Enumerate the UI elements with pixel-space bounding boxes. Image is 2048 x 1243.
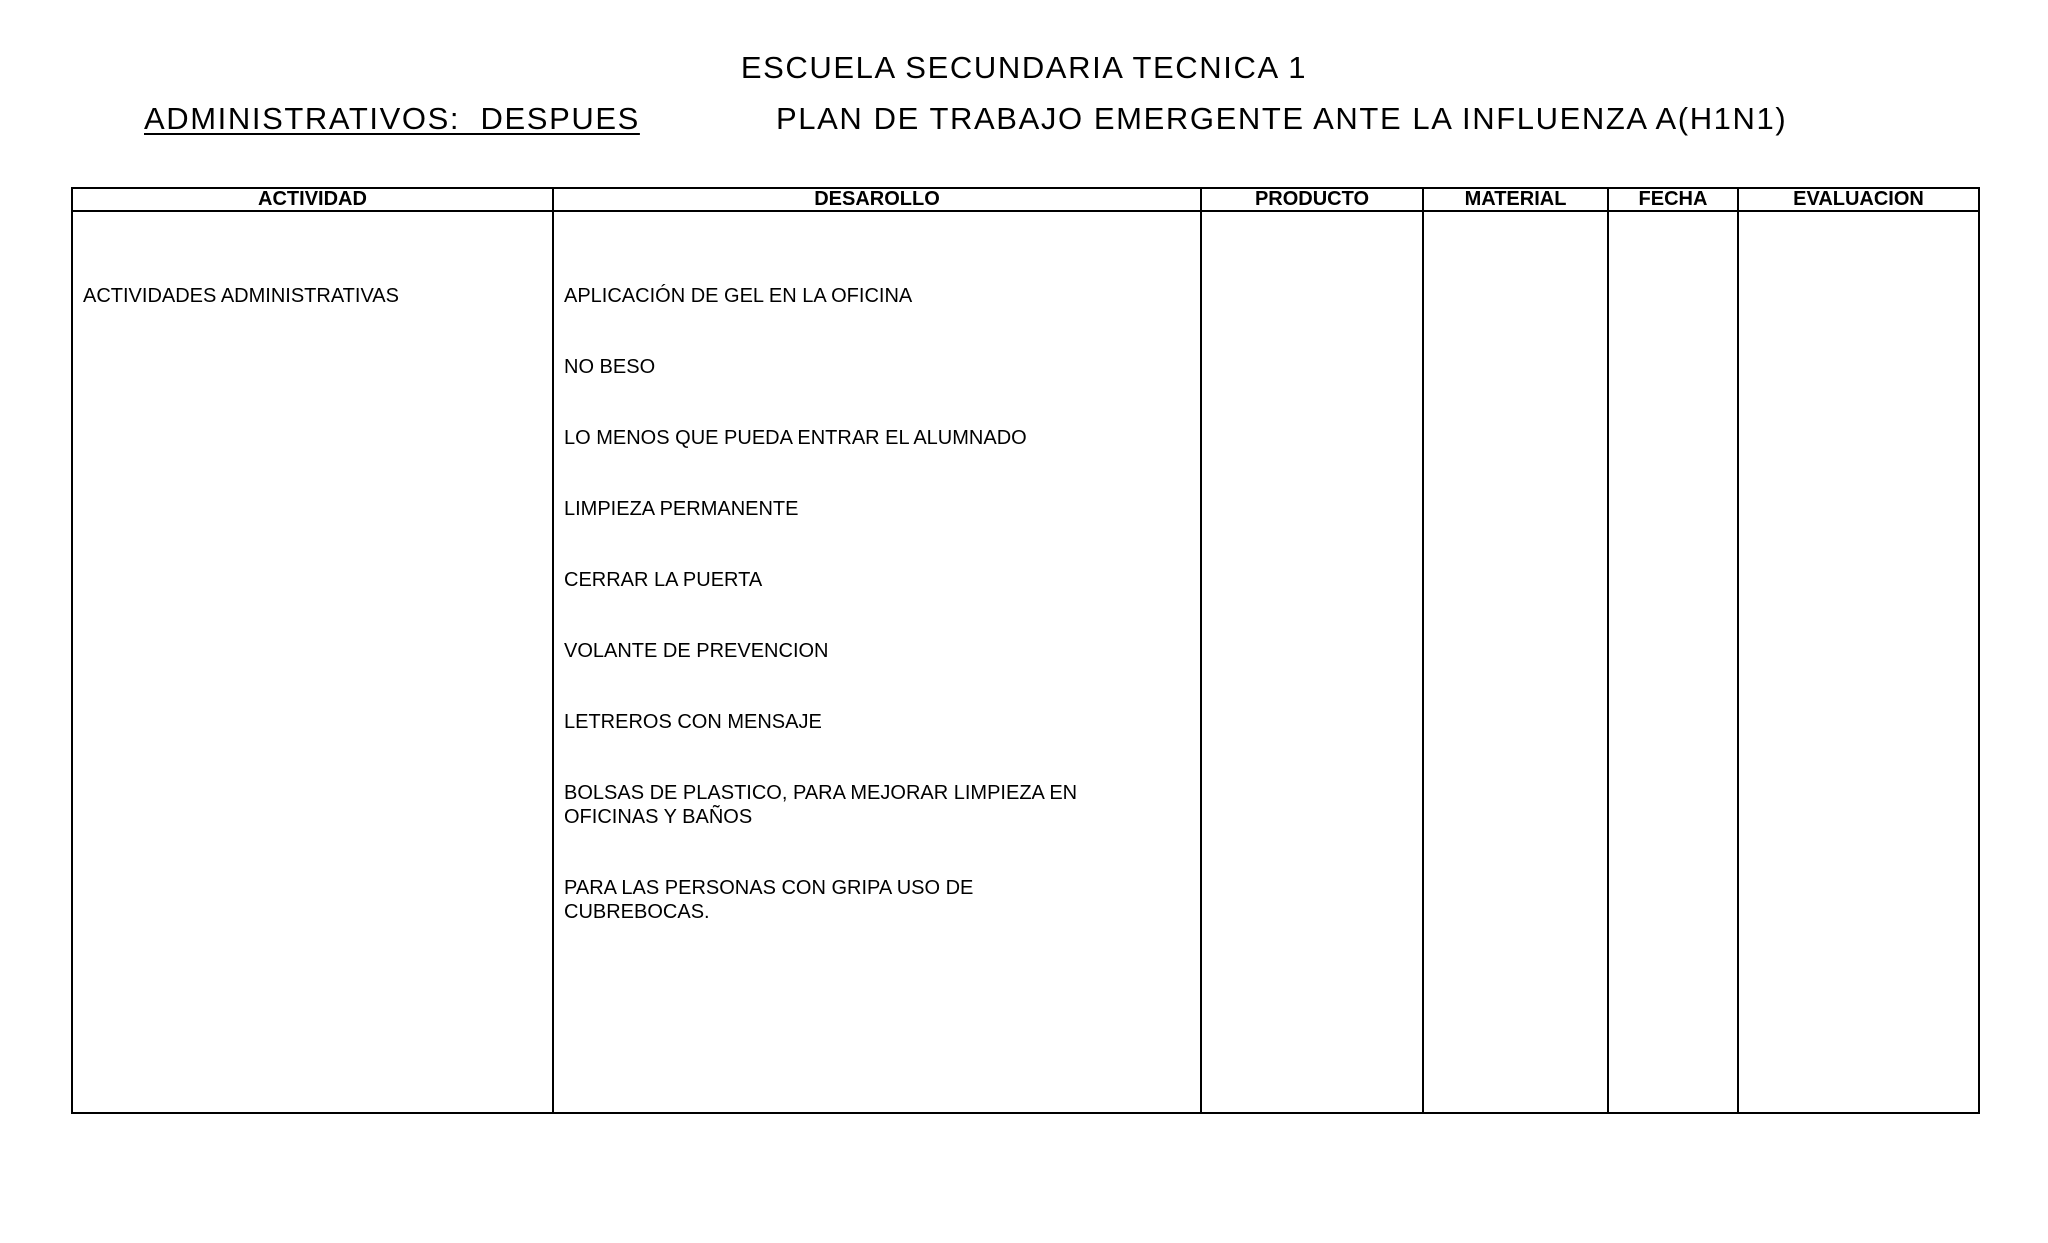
work-plan-table	[71, 187, 1980, 1114]
column-header-material: MATERIAL	[1423, 188, 1608, 211]
desarollo-item: LO MENOS QUE PUEDA ENTRAR EL ALUMNADO	[564, 427, 1027, 449]
desarollo-item: BOLSAS DE PLASTICO, PARA MEJORAR LIMPIEZA EN OFICINAS Y BAÑOS	[564, 782, 1078, 828]
column-header-fecha: FECHA	[1608, 188, 1738, 211]
desarollo-item: VOLANTE DE PREVENCION	[564, 640, 829, 662]
desarollo-item: NO BESO	[564, 356, 656, 378]
desarollo-item: LIMPIEZA PERMANENTE	[564, 498, 799, 520]
column-header-desarollo: DESAROLLO	[553, 188, 1201, 211]
desarollo-list	[554, 212, 1200, 924]
school-title: ESCUELA SECUNDARIA TECNICA 1	[740, 50, 1308, 85]
actividad-text: ACTIVIDADES ADMINISTRATIVAS	[83, 285, 399, 307]
column-header-producto: PRODUCTO	[1201, 188, 1423, 211]
material-cell	[1423, 211, 1608, 1113]
desarollo-item: PARA LAS PERSONAS CON GRIPA USO DE CUBREBOCAS.	[564, 877, 974, 923]
plan-title: PLAN DE TRABAJO EMERGENTE ANTE LA INFLUENZA A(H1N1)	[776, 101, 1788, 136]
section-title: ADMINISTRATIVOS: DESPUES	[144, 101, 640, 136]
fecha-cell	[1608, 211, 1738, 1113]
desarollo-cell	[553, 211, 1201, 1113]
actividad-cell	[72, 211, 553, 1113]
producto-cell	[1201, 211, 1423, 1113]
table-row	[72, 211, 1979, 1113]
desarollo-item: CERRAR LA PUERTA	[564, 569, 763, 591]
evaluacion-cell	[1738, 211, 1979, 1113]
table-header-row	[72, 188, 1979, 211]
column-header-evaluacion: EVALUACION	[1738, 188, 1979, 211]
desarollo-item: APLICACIÓN DE GEL EN LA OFICINA	[564, 285, 913, 307]
desarollo-item: LETREROS CON MENSAJE	[564, 711, 822, 733]
column-header-actividad: ACTIVIDAD	[72, 188, 553, 211]
